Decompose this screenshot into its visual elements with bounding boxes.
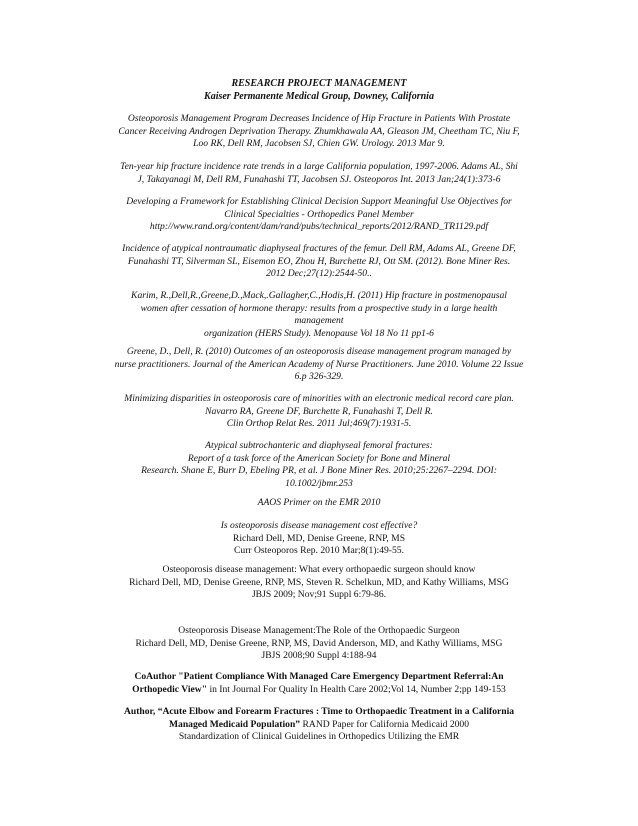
reference-line: Navarro RA, Greene DF, Burchette R, Funahashi T, Dell R.	[205, 405, 433, 417]
reference-entry	[60, 196, 578, 234]
reference-line: Clinical Specialties - Orthopedics Panel Member	[224, 208, 414, 220]
reference-line: Funahashi TT, Silverman SL, Eisemon EO, Zhou H, Burchette RJ, Ott SM. (2012). Bone Miner Res.	[127, 255, 511, 267]
reference-entry	[60, 520, 578, 558]
reference-line: Author, “Acute Elbow and Forearm Fractures : Time to Orthopaedic Treatment in a California	[123, 706, 515, 717]
reference-line	[60, 684, 578, 697]
reference-line: Standardization of Clinical Guidelines in Orthopedics Utilizing the EMR	[178, 731, 460, 743]
reference-line: women after cessation of hormone therapy: results from a prospective study in a large health	[140, 302, 498, 314]
reference-line: AAOS Primer on the EMR 2010	[257, 497, 381, 508]
reference-line	[60, 719, 578, 732]
reference-entry	[60, 290, 578, 340]
reference-entry	[60, 564, 578, 602]
reference-line: Osteoporosis Disease Management:The Role of the Orthopaedic Surgeon	[178, 625, 460, 636]
reference-entry	[60, 625, 578, 663]
reference-line: Developing a Framework for Establishing Clinical Decision Support Meaningful Use Objectives for	[126, 196, 512, 207]
reference-entry	[60, 671, 578, 696]
reference-line: management	[294, 315, 344, 327]
reference-line: Research. Shane E, Burr D, Ebeling PR, et al. J Bone Miner Res. 2010;25:2267–2294. DOI:	[141, 465, 497, 477]
reference-entry	[60, 113, 578, 151]
reference-line: 2012 Dec;27(12):2544-50..	[266, 268, 372, 280]
reference-line: Richard Dell, MD, Denise Greene, RNP, MS, Steven R. Schelkun, MD, and Kathy Williams, MSG	[129, 576, 509, 588]
reference-line: http://www.rand.org/content/dam/rand/pubs/technical_reports/2012/RAND_TR1129.pdf	[149, 221, 489, 233]
reference-line: organization (HERS Study). Menopause Vol 18 No 11 pp1-6	[204, 327, 434, 339]
reference-line: Karim, R.,Dell,R.,Greene,D.,Mack,.Gallagher,C.,Hodis,H. (2011) Hip fracture in postmenopausal	[131, 290, 507, 301]
reference-title: Is osteoporosis disease management cost effective?	[220, 520, 418, 531]
reference-line: Atypical subtrochanteric and diaphyseal femoral fractures:	[205, 440, 433, 451]
reference-line: Clin Orthop Relat Res. 2011 Jul;469(7):1931-5.	[226, 418, 412, 430]
reference-entry	[60, 346, 578, 384]
reference-entry	[60, 393, 578, 431]
reference-line: nurse practitioners. Journal of the American Academy of Nurse Practitioners. June 2010. Volume 22 Issue	[114, 358, 524, 370]
reference-entry	[60, 706, 578, 744]
reference-line: Osteoporosis Management Program Decreases Incidence of Hip Fracture in Patients With Prostate	[127, 113, 511, 124]
reference-line: Richard Dell, MD, Denise Greene, RNP, MS, David Anderson, MD, and Kathy Williams, MSG	[135, 637, 503, 649]
reference-line: Ten-year hip fracture incidence rate trends in a large California population, 1997-2006. Adams AL, Shi	[120, 161, 518, 172]
reference-line: JBJS 2008;90 Suppl 4:188-94	[261, 650, 377, 662]
reference-entry	[60, 440, 578, 490]
reference-line: Curr Osteoporos Rep. 2010 Mar;8(1):49-55.	[234, 545, 404, 557]
reference-line: CoAuthor "Patient Compliance With Managed Care Emergency Department Referral:An	[134, 671, 504, 682]
reference-line: Greene, D., Dell, R. (2010) Outcomes of an osteoporosis disease management program managed by	[126, 346, 512, 357]
reference-line: 6.p 326-329.	[294, 371, 344, 383]
reference-text: in Int Journal For Quality In Health Care 2002;Vol 14, Number 2;pp 149-153	[207, 683, 506, 695]
reference-entry	[60, 497, 578, 510]
reference-line: Osteoporosis disease management: What every orthopaedic surgeon should know	[162, 564, 476, 575]
document-organization: Kaiser Permanente Medical Group, Downey, California	[204, 91, 434, 102]
reference-line: Incidence of atypical nontraumatic diaphyseal fractures of the femur. Dell RM, Adams AL, Greene DF,	[122, 243, 516, 254]
reference-line: Loo RK, Dell RM, Jacobsen SJ, Chien GW. Urology. 2013 Mar 9.	[193, 138, 445, 150]
reference-line: 10.1002/jbmr.253	[285, 477, 353, 489]
reference-line: Minimizing disparities in osteoporosis care of minorities with an electronic medical record care plan.	[124, 393, 514, 404]
reference-bold-text: Orthopedic View"	[132, 683, 208, 695]
document-title: RESEARCH PROJECT MANAGEMENT	[231, 78, 407, 89]
reference-line: J, Takayanagi M, Dell RM, Funahashi TT, Jacobsen SJ. Osteoporos Int. 2013 Jan;24(1):373-6	[137, 173, 501, 185]
reference-text: RAND Paper for California Medicaid 2000	[300, 718, 470, 730]
reference-line: JBJS 2009; Nov;91 Suppl 6:79-86.	[251, 589, 387, 601]
reference-line: Report of a task force of the American Society for Bone and Mineral	[187, 452, 451, 464]
reference-entry	[60, 161, 578, 186]
reference-entry	[60, 243, 578, 281]
reference-line: Cancer Receiving Androgen Deprivation Therapy. Zhumkhawala AA, Gleason JM, Cheetham TC, Niu F,	[118, 125, 520, 137]
reference-bold-text: Managed Medicaid Population”	[168, 718, 301, 730]
reference-line: Richard Dell, MD, Denise Greene, RNP, MS	[232, 532, 406, 544]
